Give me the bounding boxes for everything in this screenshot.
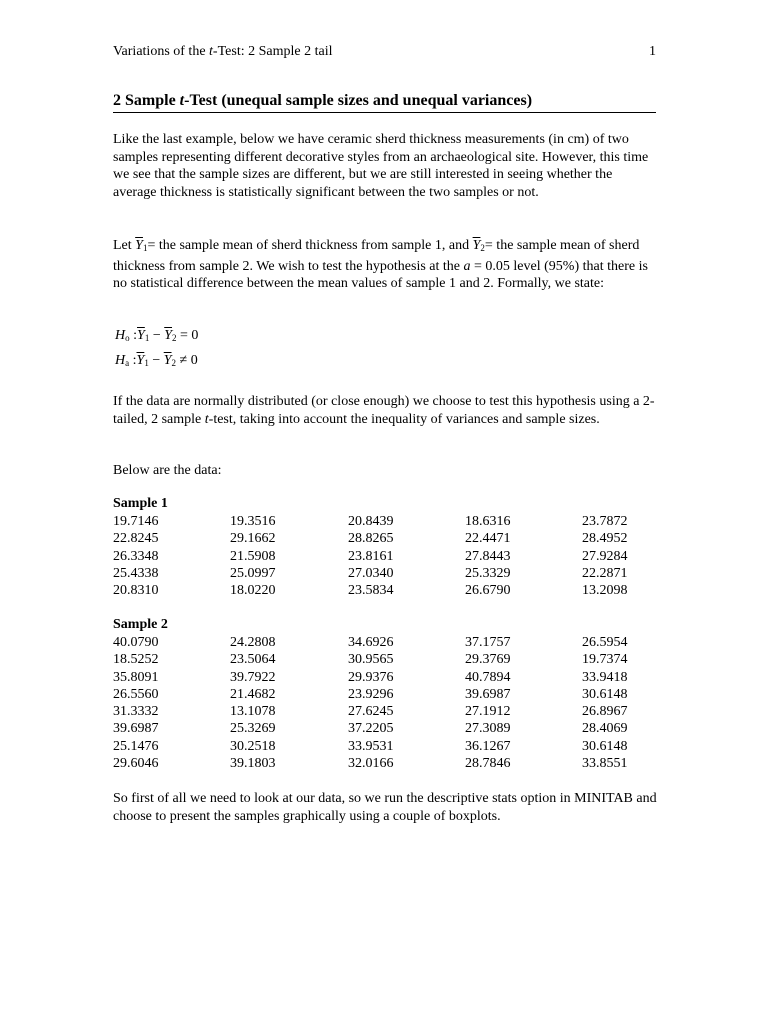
sample1-table: [113, 513, 673, 599]
table-cell: 28.4952: [582, 531, 628, 547]
table-cell: 39.6987: [465, 686, 511, 702]
table-cell: 26.6790: [465, 583, 511, 599]
table-row: [113, 669, 673, 686]
table-cell: 33.8551: [582, 756, 628, 772]
table-cell: 20.8439: [348, 514, 394, 529]
table-cell: 28.4069: [582, 721, 628, 737]
table-cell: 30.2518: [230, 738, 276, 754]
table-cell: 19.3516: [230, 514, 276, 529]
table-row: [113, 565, 673, 582]
table-row: [113, 513, 673, 530]
table-cell: 34.6926: [348, 635, 394, 650]
let-text-c: = the sample mean of sherd thickness from sample 2. We wish to test the hypothesis at the: [113, 238, 640, 274]
table-cell: 35.8091: [113, 669, 159, 685]
table-cell: 23.7872: [582, 514, 628, 529]
table-cell: 29.1662: [230, 531, 276, 547]
table-row: [113, 755, 673, 772]
header-title: [113, 44, 332, 60]
table-cell: 23.8161: [348, 548, 394, 564]
let-text-b: = the sample mean of sherd thickness from sample 1, and: [147, 238, 473, 253]
let-text-d: = 0.05 level (95%) that there is no statistical difference between the mean values of sample 1 and 2. Formally, we state:: [113, 258, 648, 291]
table-row: [113, 548, 673, 565]
intro-paragraph: Like the last example, below we have ceramic sherd thickness measurements (in cm) of two samples representing different decorative styles from an archaeological site. However, this time we see that the sample sizes are different, but we are still interested in seeing whether the average thickness is statistically significant between the two samples or not.: [113, 132, 649, 200]
table-cell: 18.6316: [465, 514, 511, 529]
table-cell: 25.4338: [113, 565, 159, 581]
table-row: [113, 530, 673, 547]
table-cell: 21.5908: [230, 548, 276, 564]
ha-relation: ≠ 0: [179, 353, 198, 368]
table-cell: 29.6046: [113, 756, 159, 772]
table-row: [113, 686, 673, 703]
table-cell: 33.9531: [348, 738, 394, 754]
table-cell: 30.6148: [582, 738, 628, 754]
table-cell: 27.0340: [348, 565, 394, 581]
y2-subscript: 2: [480, 243, 485, 253]
table-cell: 39.6987: [113, 721, 159, 737]
table-cell: 26.3348: [113, 548, 159, 564]
section-title-suffix: -Test (unequal sample sizes and unequal variances): [184, 92, 533, 109]
table-cell: 39.1803: [230, 756, 276, 772]
table-cell: 37.2205: [348, 721, 394, 737]
let-paragraph: [113, 237, 658, 293]
alternative-hypothesis: $H_a$ $:\overline{Y}_1 - \overline{Y}_2 \ne 0$: [115, 353, 198, 368]
y1-subscript: 1: [142, 243, 148, 253]
table-cell: 36.1267: [465, 738, 511, 754]
table-cell: 22.2871: [582, 565, 628, 581]
ha-label: H: [115, 353, 126, 368]
table-cell: 30.6148: [582, 686, 628, 702]
table-cell: 27.8443: [465, 548, 511, 564]
null-hypothesis: $H_o$ $:\overline{Y}_1 - \overline{Y}_2 = 0$: [115, 328, 199, 343]
table-row: [113, 634, 673, 651]
h0-label: H: [115, 328, 126, 343]
table-cell: 26.5560: [113, 686, 159, 702]
table-cell: 27.6245: [348, 704, 394, 720]
table-cell: 28.8265: [348, 531, 394, 547]
table-row: [113, 582, 673, 599]
test-text-a: If the data are normally distributed (or close enough) we choose to test this hypothesis using a 2-tailed, 2 sample: [113, 394, 655, 427]
sample2-table: [113, 634, 673, 772]
table-cell: 40.7894: [465, 669, 511, 685]
table-cell: 25.1476: [113, 738, 159, 754]
table-row: [113, 738, 673, 755]
table-cell: 19.7146: [113, 514, 159, 529]
table-cell: 27.9284: [582, 548, 628, 564]
table-cell: 18.5252: [113, 652, 159, 668]
table-cell: 21.4682: [230, 686, 276, 702]
y2-bar-symbol: $\overline{Y}$: [472, 238, 481, 253]
test-paragraph: [113, 393, 658, 428]
section-title-prefix: 2 Sample: [113, 92, 180, 109]
table-row: [113, 651, 673, 668]
table-cell: 13.1078: [230, 704, 276, 720]
table-cell: 29.9376: [348, 669, 394, 685]
table-cell: 31.3332: [113, 704, 159, 720]
sample2-title: Sample 2: [113, 617, 168, 632]
page-number: 1: [649, 44, 656, 59]
table-cell: 40.0790: [113, 635, 159, 650]
page-header: [113, 44, 656, 64]
table-cell: 25.0997: [230, 565, 276, 581]
table-cell: 27.3089: [465, 721, 511, 737]
table-cell: 26.5954: [582, 635, 628, 650]
table-cell: 27.1912: [465, 704, 511, 720]
table-cell: 26.8967: [582, 704, 628, 720]
test-text-b: -test, taking into account the inequality of variances and sample sizes.: [208, 411, 600, 427]
table-cell: 33.9418: [582, 669, 628, 685]
table-row: [113, 720, 673, 737]
header-title-t: t: [209, 44, 213, 59]
h0-relation: = 0: [180, 328, 199, 343]
table-cell: 28.7846: [465, 756, 511, 772]
data-intro: Below are the data:: [113, 463, 222, 478]
table-cell: 32.0166: [348, 756, 394, 772]
table-cell: 19.7374: [582, 652, 628, 668]
let-text-a: Let: [113, 238, 136, 253]
header-title-prefix: Variations of the: [113, 44, 210, 59]
header-title-suffix: -Test: 2 Sample 2 tail: [212, 44, 333, 59]
table-row: [113, 703, 673, 720]
h0-subscript: o: [125, 333, 130, 343]
alpha-symbol: a: [463, 258, 471, 274]
table-cell: 39.7922: [230, 669, 276, 685]
ha-subscript: a: [125, 358, 130, 368]
table-cell: 23.5064: [230, 652, 276, 668]
table-cell: 22.8245: [113, 531, 159, 547]
test-text-t: t: [204, 411, 209, 427]
table-cell: 13.2098: [582, 583, 628, 599]
section-title: [113, 92, 656, 113]
table-cell: 24.2808: [230, 635, 276, 650]
table-cell: 25.3269: [230, 721, 276, 737]
table-cell: 18.0220: [230, 583, 276, 599]
table-cell: 25.3329: [465, 565, 511, 581]
table-cell: 29.3769: [465, 652, 511, 668]
table-cell: 22.4471: [465, 531, 511, 547]
sample1-title: Sample 1: [113, 496, 168, 511]
closing-paragraph: So first of all we need to look at our data, so we run the descriptive stats option in MINITAB and choose to present the samples graphically using a couple of boxplots.: [113, 791, 657, 824]
table-cell: 37.1757: [465, 635, 511, 650]
table-cell: 23.9296: [348, 686, 394, 702]
table-cell: 30.9565: [348, 652, 394, 668]
y1-bar-symbol: $\overline{Y}$: [135, 238, 143, 253]
table-cell: 23.5834: [348, 583, 394, 599]
table-cell: 20.8310: [113, 583, 159, 599]
section-title-t: t: [179, 92, 185, 109]
